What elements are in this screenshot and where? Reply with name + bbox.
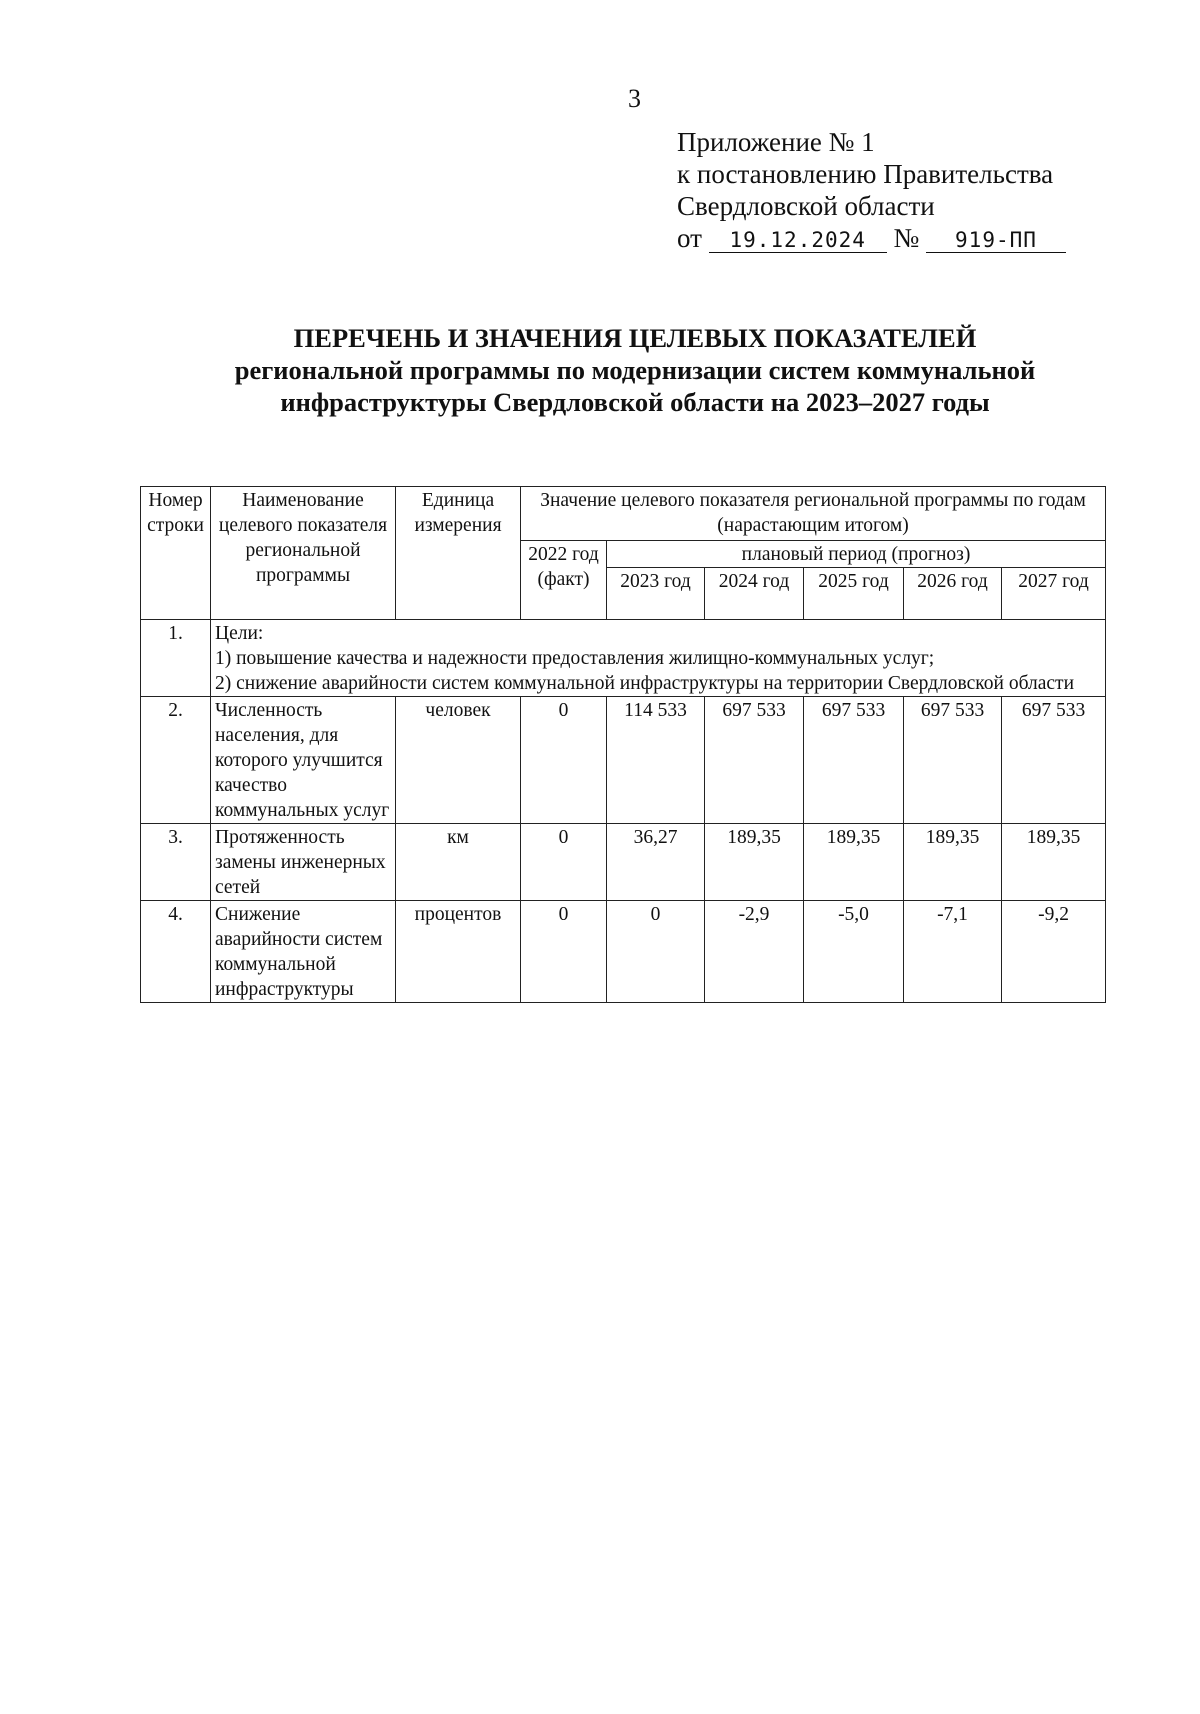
indicator-unit: км xyxy=(396,824,521,901)
value-2027: -9,2 xyxy=(1002,901,1106,1003)
indicators-table xyxy=(140,486,1106,1003)
goals-row-number: 1. xyxy=(141,620,211,697)
header-year-2023: 2023 год xyxy=(607,568,705,620)
table-row xyxy=(141,824,1106,901)
value-2026: 697 533 xyxy=(904,697,1002,824)
header-indicator-name: Наименование целевого показателя региональной программы xyxy=(211,487,396,620)
document-title xyxy=(150,322,1120,418)
value-2023: 114 533 xyxy=(607,697,705,824)
appendix-line-3: Свердловской области xyxy=(677,191,935,221)
header-year-2025: 2025 год xyxy=(804,568,904,620)
date-prefix: от xyxy=(677,223,702,253)
table-row-goals xyxy=(141,620,1106,697)
indicator-name: Снижение аварийности систем коммунальной инфраструктуры xyxy=(211,901,396,1003)
value-2025: 697 533 xyxy=(804,697,904,824)
value-2022: 0 xyxy=(521,901,607,1003)
appendix-line-2: к постановлению Правительства xyxy=(677,159,1054,189)
value-2024: 697 533 xyxy=(705,697,804,824)
value-2026: -7,1 xyxy=(904,901,1002,1003)
value-2023: 36,27 xyxy=(607,824,705,901)
header-year-2022: 2022 год (факт) xyxy=(521,541,607,620)
page-number: 3 xyxy=(628,84,641,113)
resolution-date: 19.12.2024 xyxy=(709,228,887,253)
header-year-2027: 2027 год xyxy=(1002,568,1106,620)
appendix-date-line xyxy=(677,222,1066,254)
goals-line-1: Цели: xyxy=(215,623,264,644)
header-planned-period: плановый период (прогноз) xyxy=(607,541,1106,568)
indicator-name: Численность населения, для которого улучшится качество коммунальных услуг xyxy=(211,697,396,824)
value-2027: 189,35 xyxy=(1002,824,1106,901)
resolution-number: 919-ПП xyxy=(926,228,1066,253)
table-row xyxy=(141,697,1106,824)
appendix-block xyxy=(677,126,1066,254)
header-year-2024: 2024 год xyxy=(705,568,804,620)
header-unit: Единица измерения xyxy=(396,487,521,620)
value-2024: -2,9 xyxy=(705,901,804,1003)
value-2023: 0 xyxy=(607,901,705,1003)
indicator-name: Протяженность замены инженерных сетей xyxy=(211,824,396,901)
title-line-1: ПЕРЕЧЕНЬ И ЗНАЧЕНИЯ ЦЕЛЕВЫХ ПОКАЗАТЕЛЕЙ xyxy=(293,323,977,353)
row-number: 4. xyxy=(141,901,211,1003)
value-2022: 0 xyxy=(521,697,607,824)
value-2022: 0 xyxy=(521,824,607,901)
header-row-number: Номер строки xyxy=(141,487,211,620)
header-values: Значение целевого показателя региональной программы по годам (нарастающим итогом) xyxy=(521,487,1106,541)
appendix-line-1: Приложение № 1 xyxy=(677,127,875,157)
value-2025: 189,35 xyxy=(804,824,904,901)
header-year-2026: 2026 год xyxy=(904,568,1002,620)
value-2027: 697 533 xyxy=(1002,697,1106,824)
number-prefix: № xyxy=(893,223,920,253)
goals-cell xyxy=(211,620,1106,697)
table-row xyxy=(141,901,1106,1003)
value-2026: 189,35 xyxy=(904,824,1002,901)
indicator-unit: человек xyxy=(396,697,521,824)
row-number: 3. xyxy=(141,824,211,901)
indicator-unit: процентов xyxy=(396,901,521,1003)
value-2024: 189,35 xyxy=(705,824,804,901)
title-line-2: региональной программы по модернизации систем коммунальной xyxy=(234,355,1036,385)
value-2025: -5,0 xyxy=(804,901,904,1003)
row-number: 2. xyxy=(141,697,211,824)
title-line-3: инфраструктуры Свердловской области на 2023–2027 годы xyxy=(280,387,990,417)
goals-line-3: 2) снижение аварийности систем коммунальной инфраструктуры на территории Свердловской области xyxy=(215,673,1075,694)
goals-line-2: 1) повышение качества и надежности предоставления жилищно-коммунальных услуг; xyxy=(215,648,935,669)
